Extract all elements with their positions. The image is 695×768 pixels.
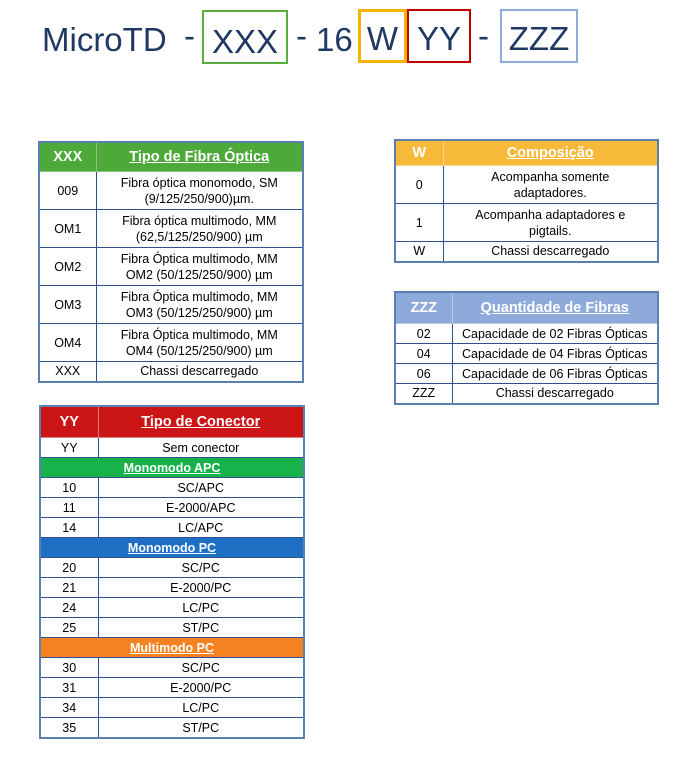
table-row — [39, 362, 303, 382]
row-desc: Chassi descarregado — [452, 384, 658, 404]
row-desc — [96, 324, 303, 362]
table-row — [40, 618, 304, 638]
product-code — [0, 0, 695, 80]
header-code: ZZZ — [395, 292, 452, 324]
row-desc: ST/PC — [98, 618, 304, 638]
row-code: XXX — [39, 362, 96, 382]
table-row — [40, 718, 304, 739]
desc-line: (9/125/250/900)µm. — [144, 191, 254, 206]
row-code: 14 — [40, 518, 98, 538]
table-row — [39, 324, 303, 362]
table-row — [40, 698, 304, 718]
desc-line: Fibra Óptica multimodo, MM — [120, 289, 278, 304]
row-code: 0 — [395, 166, 443, 204]
table-row — [39, 248, 303, 286]
desc-line: Acompanha adaptadores e — [475, 207, 626, 222]
table-row — [40, 438, 304, 458]
row-desc — [443, 204, 658, 242]
table-row — [40, 478, 304, 498]
group-title: Monomodo PC — [40, 538, 304, 558]
header-fiber-quantity: Quantidade de Fibras — [452, 292, 658, 324]
fiber-type-table — [38, 141, 304, 383]
composition-table — [394, 139, 659, 263]
row-desc: Capacidade de 06 Fibras Ópticas — [452, 364, 658, 384]
group-header-monomodo-pc — [40, 538, 304, 558]
row-code: OM2 — [39, 248, 96, 286]
desc-line: OM4 (50/125/250/900) µm — [125, 343, 273, 358]
row-desc: SC/PC — [98, 558, 304, 578]
row-code: 25 — [40, 618, 98, 638]
row-desc — [443, 166, 658, 204]
row-code: 009 — [39, 172, 96, 210]
row-code: OM1 — [39, 210, 96, 248]
desc-line: Fibra Óptica multimodo, MM — [120, 327, 278, 342]
desc-line: pigtails. — [529, 223, 572, 238]
table-row — [40, 598, 304, 618]
header-composition: Composição — [443, 140, 658, 166]
table-header-row — [40, 406, 304, 438]
row-desc: LC/PC — [98, 698, 304, 718]
row-code: 31 — [40, 678, 98, 698]
table-row — [395, 344, 658, 364]
header-connector-type: Tipo de Conector — [98, 406, 304, 438]
table-row — [40, 578, 304, 598]
row-desc: Capacidade de 02 Fibras Ópticas — [452, 324, 658, 344]
code-box-yy — [407, 9, 471, 63]
header-code: YY — [40, 406, 98, 438]
desc-line: OM3 (50/125/250/900) µm — [125, 305, 273, 320]
table-row — [395, 242, 658, 262]
row-code: 02 — [395, 324, 452, 344]
table-row — [395, 166, 658, 204]
desc-line: (62,5/125/250/900) µm — [135, 229, 263, 244]
row-code: 1 — [395, 204, 443, 242]
group-header-multimodo-pc — [40, 638, 304, 658]
row-code: 24 — [40, 598, 98, 618]
row-code: 20 — [40, 558, 98, 578]
code-w: W — [366, 19, 399, 57]
row-code: 10 — [40, 478, 98, 498]
row-desc — [96, 248, 303, 286]
table-header-row — [395, 140, 658, 166]
code-box-w — [358, 9, 407, 63]
row-desc: LC/APC — [98, 518, 304, 538]
table-row — [40, 678, 304, 698]
group-title: Multimodo PC — [40, 638, 304, 658]
table-row — [395, 384, 658, 404]
code-sixteen: 16 — [316, 21, 353, 58]
header-code: XXX — [39, 142, 96, 172]
row-desc: E-2000/PC — [98, 678, 304, 698]
desc-line: Acompanha somente — [491, 169, 610, 184]
row-code: YY — [40, 438, 98, 458]
row-desc: Capacidade de 04 Fibras Ópticas — [452, 344, 658, 364]
table-row — [39, 286, 303, 324]
row-desc: Chassi descarregado — [96, 362, 303, 382]
row-code: ZZZ — [395, 384, 452, 404]
desc-line: adaptadores. — [513, 185, 587, 200]
table-row — [40, 658, 304, 678]
desc-line: Fibra óptica multimodo, MM — [122, 213, 277, 228]
group-header-monomodo-apc — [40, 458, 304, 478]
table-header-row — [395, 292, 658, 324]
group-title: Monomodo APC — [40, 458, 304, 478]
table-row — [39, 210, 303, 248]
row-desc: SC/PC — [98, 658, 304, 678]
row-desc — [96, 172, 303, 210]
row-desc: Chassi descarregado — [443, 242, 658, 262]
code-box-xxx — [202, 10, 288, 64]
row-desc: SC/APC — [98, 478, 304, 498]
row-desc: E-2000/APC — [98, 498, 304, 518]
row-code: 11 — [40, 498, 98, 518]
row-code: W — [395, 242, 443, 262]
row-desc: Sem conector — [98, 438, 304, 458]
code-dash-3: - — [478, 17, 489, 54]
table-row — [40, 498, 304, 518]
table-row — [395, 204, 658, 242]
connector-type-table — [39, 405, 305, 739]
code-dash-1: - — [184, 17, 195, 54]
table-header-row — [39, 142, 303, 172]
code-yy: YY — [416, 19, 462, 57]
header-fiber-type: Tipo de Fibra Óptica — [96, 142, 303, 172]
row-code: 04 — [395, 344, 452, 364]
row-desc: ST/PC — [98, 718, 304, 739]
row-code: OM4 — [39, 324, 96, 362]
table-row — [395, 324, 658, 344]
code-dash-2: - — [296, 17, 307, 54]
code-box-zzz — [500, 9, 578, 63]
table-row — [40, 518, 304, 538]
row-code: 06 — [395, 364, 452, 384]
row-code: 21 — [40, 578, 98, 598]
table-row — [40, 558, 304, 578]
header-code: W — [395, 140, 443, 166]
row-desc — [96, 286, 303, 324]
code-prefix: MicroTD — [42, 21, 167, 58]
row-desc: E-2000/PC — [98, 578, 304, 598]
row-code: OM3 — [39, 286, 96, 324]
table-row — [395, 364, 658, 384]
row-desc — [96, 210, 303, 248]
row-code: 34 — [40, 698, 98, 718]
desc-line: OM2 (50/125/250/900) µm — [125, 267, 273, 282]
table-row — [39, 172, 303, 210]
row-desc: LC/PC — [98, 598, 304, 618]
row-code: 30 — [40, 658, 98, 678]
code-xxx: XXX — [211, 22, 279, 60]
row-code: 35 — [40, 718, 98, 739]
desc-line: Fibra Óptica multimodo, MM — [120, 251, 278, 266]
fiber-quantity-table — [394, 291, 659, 405]
code-zzz: ZZZ — [508, 19, 570, 57]
desc-line: Fibra óptica monomodo, SM — [120, 175, 278, 190]
